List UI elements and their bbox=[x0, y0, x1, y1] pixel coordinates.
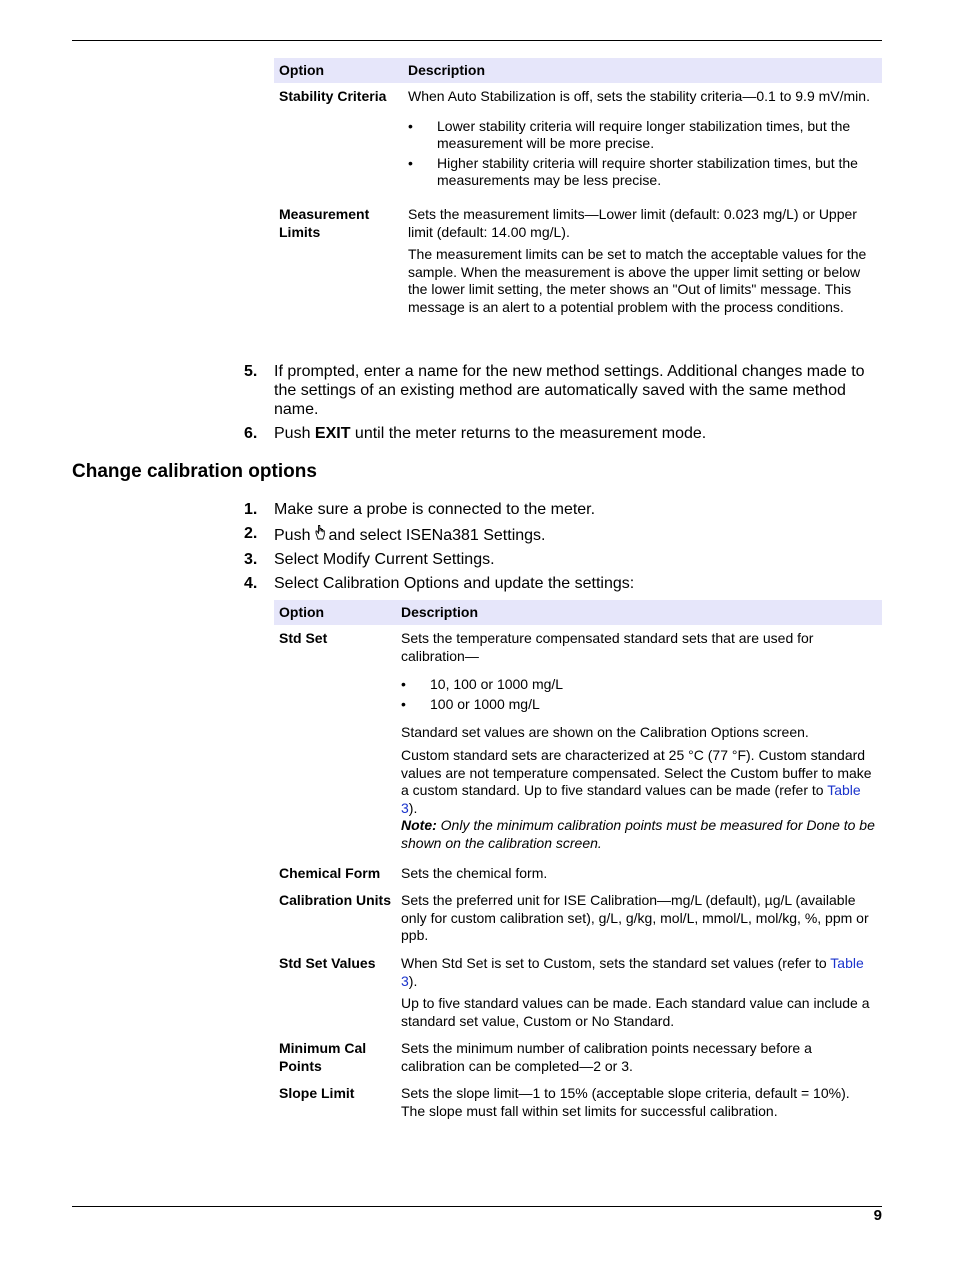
note-label: Note: bbox=[401, 817, 437, 834]
procedure-step bbox=[244, 550, 882, 569]
option-name: Std Set Values bbox=[279, 954, 376, 971]
option-description bbox=[396, 955, 882, 1040]
option-description bbox=[403, 83, 882, 206]
step-text: Select Calibration Options and update the settings: bbox=[274, 575, 635, 592]
text-span: Custom standard sets are characterized at 25 °C (77 °F). Custom standard values are not temperature compensated. Select the Custom buffer to make a custom standard. Up to five standard values can be made (refer to bbox=[401, 746, 872, 799]
text-span: When Std Set is set to Custom, sets the standard set values (refer to bbox=[401, 954, 831, 971]
option-name: Slope Limit bbox=[279, 1085, 355, 1102]
description-text: Standard set values are shown on the Calibration Options screen. bbox=[401, 724, 809, 741]
table-row bbox=[274, 865, 882, 893]
procedure-step bbox=[244, 574, 882, 593]
procedure-step bbox=[244, 424, 882, 443]
text-span: ). bbox=[408, 972, 418, 989]
option-description: Sets the chemical form. bbox=[401, 864, 548, 881]
step-text: until the meter returns to the measurement mode. bbox=[350, 425, 707, 442]
list-item: • 100 or 1000 mg/L bbox=[401, 696, 877, 714]
table-row bbox=[274, 955, 882, 1040]
option-name: Chemical Form bbox=[279, 864, 381, 881]
step-text: Select Modify Current Settings. bbox=[274, 551, 495, 568]
option-description bbox=[403, 206, 882, 322]
hand-pointer-icon bbox=[314, 524, 326, 545]
list-item: • 10, 100 or 1000 mg/L bbox=[401, 676, 877, 694]
section-title: Change calibration options bbox=[72, 461, 317, 482]
note-body: Only the minimum calibration points must be measured for Done to be shown on the calibration screen. bbox=[401, 817, 875, 851]
step-text: Push bbox=[274, 425, 315, 442]
table-row bbox=[274, 1085, 882, 1120]
step-text: and select ISENa381 Settings. bbox=[328, 527, 546, 544]
column-header-description: Description bbox=[396, 600, 882, 625]
step-text: Push bbox=[274, 527, 311, 544]
step-number: 6. bbox=[244, 425, 258, 442]
procedure-step bbox=[244, 362, 882, 419]
table-3-link[interactable]: Table 3 bbox=[401, 954, 864, 989]
option-description: Sets the slope limit—1 to 15% (acceptable slope criteria, default = 10%). The slope must fall within set limits for successful calibration. bbox=[401, 1085, 850, 1120]
table-row bbox=[274, 1040, 882, 1085]
option-name: Measurement Limits bbox=[279, 205, 370, 240]
procedure-step bbox=[244, 524, 882, 545]
column-header-option: Option bbox=[274, 58, 403, 83]
bullet-list bbox=[401, 676, 877, 713]
text-span: ). bbox=[408, 799, 418, 816]
column-header-option: Option bbox=[274, 600, 396, 625]
option-name: Calibration Units bbox=[279, 892, 392, 909]
procedure-steps bbox=[244, 500, 882, 598]
procedure-step bbox=[244, 500, 882, 519]
step-text: If prompted, enter a name for the new method settings. Additional changes made to the settings of an existing method are automatically saved with the same method name. bbox=[274, 363, 865, 418]
table-row bbox=[274, 206, 882, 322]
option-description bbox=[396, 625, 882, 865]
table-row bbox=[274, 83, 882, 206]
description-text bbox=[401, 747, 877, 817]
table-row bbox=[274, 625, 882, 865]
table-3-link[interactable]: Table 3 bbox=[401, 782, 861, 816]
bullet-list bbox=[408, 118, 877, 190]
option-description: Sets the preferred unit for ISE Calibration—mg/L (default), µg/L (available only for custom calibration set), g/L, g/kg, mol/L, mmol/L, mol/kg, %, ppm or ppb. bbox=[401, 892, 869, 944]
option-name: Std Set bbox=[279, 630, 328, 646]
stability-options-table bbox=[274, 58, 882, 322]
option-description: Sets the minimum number of calibration points necessary before a calibration can be completed—2 or 3. bbox=[401, 1040, 812, 1074]
option-name: Minimum Cal Points bbox=[279, 1040, 367, 1074]
description-text: Sets the temperature compensated standard sets that are used for calibration— bbox=[401, 630, 814, 664]
calibration-options-table bbox=[274, 600, 882, 1121]
description-text: The measurement limits can be set to match the acceptable values for the sample. When the measurement is above the upper limit setting or below the lower limit setting, the meter shows an "Out of limits" message. This message is an alert to a potential problem with the process conditions. bbox=[408, 246, 867, 315]
table-row bbox=[274, 892, 882, 955]
step-number: 2. bbox=[244, 525, 258, 542]
table-header-row bbox=[274, 58, 882, 83]
list-item: • Higher stability criteria will require shorter stabilization times, but the measurements may be less precise. bbox=[408, 155, 877, 190]
header-rule bbox=[72, 40, 882, 41]
description-text: When Auto Stabilization is off, sets the stability criteria—0.1 to 9.9 mV/min. bbox=[408, 88, 870, 104]
option-name: Stability Criteria bbox=[279, 88, 387, 104]
note-text bbox=[401, 817, 877, 852]
step-number: 1. bbox=[244, 501, 258, 518]
description-text bbox=[401, 955, 877, 990]
column-header-description: Description bbox=[403, 58, 882, 83]
list-item: • Lower stability criteria will require longer stabilization times, but the measurement will be more precise. bbox=[408, 118, 877, 153]
table-header-row bbox=[274, 600, 882, 625]
page-number: 9 bbox=[873, 1207, 882, 1224]
step-number: 4. bbox=[244, 575, 258, 592]
procedure-steps bbox=[244, 362, 882, 448]
description-text: Sets the measurement limits—Lower limit (default: 0.023 mg/L) or Upper limit (default: 14.00 mg/L). bbox=[408, 205, 857, 240]
footer-rule bbox=[72, 1206, 882, 1207]
step-number: 3. bbox=[244, 551, 258, 568]
step-text: Make sure a probe is connected to the meter. bbox=[274, 501, 596, 518]
exit-key-label: EXIT bbox=[314, 425, 351, 442]
description-text: Up to five standard values can be made. Each standard value can include a standard set value, Custom or No Standard. bbox=[401, 995, 870, 1029]
step-number: 5. bbox=[244, 363, 258, 380]
